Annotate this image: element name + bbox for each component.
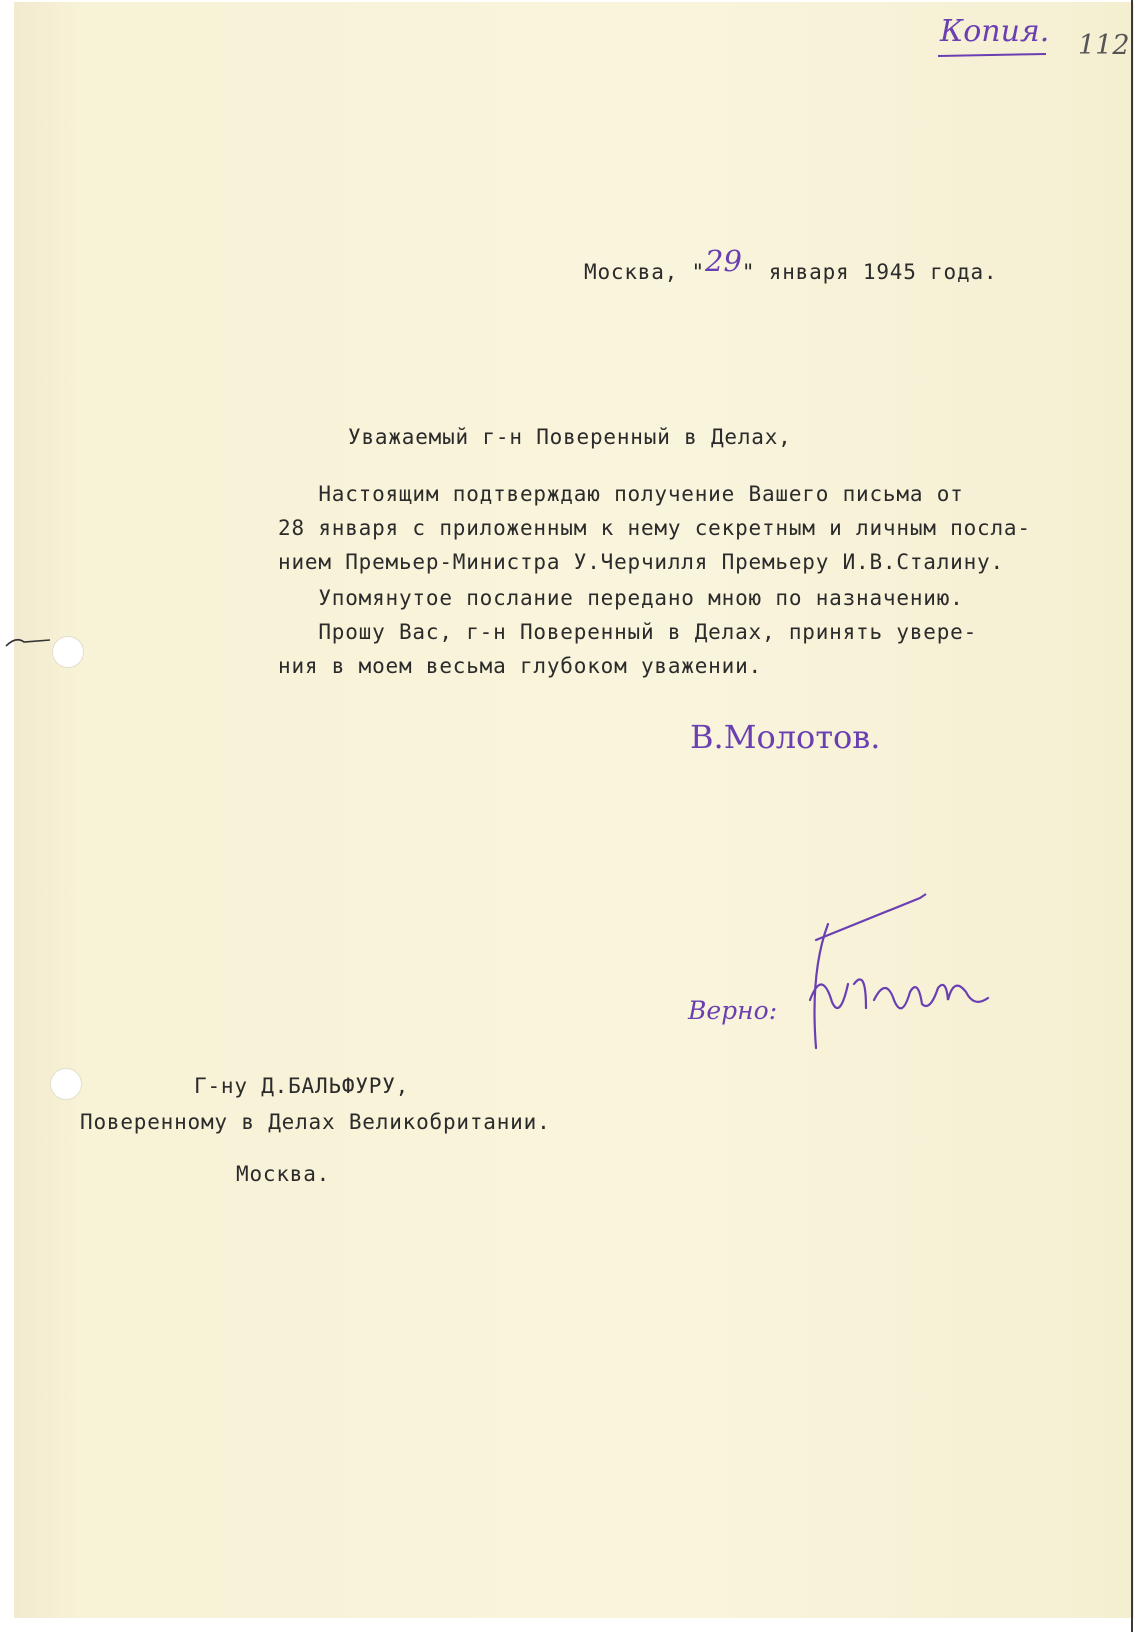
signature: В.Молотов. — [690, 718, 881, 756]
addressee-city: Москва. — [236, 1162, 331, 1186]
copy-mark-text: Копия. — [940, 14, 1050, 49]
addressee-title: Поверенному в Делах Великобритании. — [80, 1110, 551, 1134]
body-line: ния в моем весьма глубоком уважении. — [278, 654, 762, 678]
sheet-number — [1078, 30, 1130, 61]
body-line: Прошу Вас, г-н Поверенный в Делах, принять увере- — [278, 620, 978, 644]
addressee-name: Г-ну Д.БАЛЬФУРУ, — [194, 1074, 410, 1098]
binder-hole-top — [52, 636, 84, 668]
copy-mark — [940, 14, 1049, 49]
body-line: 28 января с приложенным к нему секретным и личным посла- — [278, 516, 1031, 540]
certification-signature — [770, 880, 1010, 1060]
body-line: Упомянутое послание передано мною по назначению. — [278, 586, 964, 610]
body-line: Настоящим подтверждаю получение Вашего письма от — [278, 482, 964, 506]
date-city: Москва, " — [584, 260, 705, 284]
salutation: Уважаемый г-н Поверенный в Делах, — [348, 425, 792, 449]
margin-tick-mark — [4, 628, 54, 658]
sheet-number-text: 112 — [1078, 30, 1130, 61]
certification-label: Верно: — [688, 996, 778, 1025]
binder-hole-bottom — [50, 1068, 82, 1100]
document-sheet — [14, 2, 1134, 1618]
date-line — [584, 244, 998, 286]
copy-mark-underline — [936, 50, 1056, 60]
date-rest: " января 1945 года. — [741, 260, 998, 284]
date-day: 29 — [705, 244, 742, 278]
body-line: нием Премьер-Министра У.Черчилля Премьеру И.В.Сталину. — [278, 550, 1004, 574]
